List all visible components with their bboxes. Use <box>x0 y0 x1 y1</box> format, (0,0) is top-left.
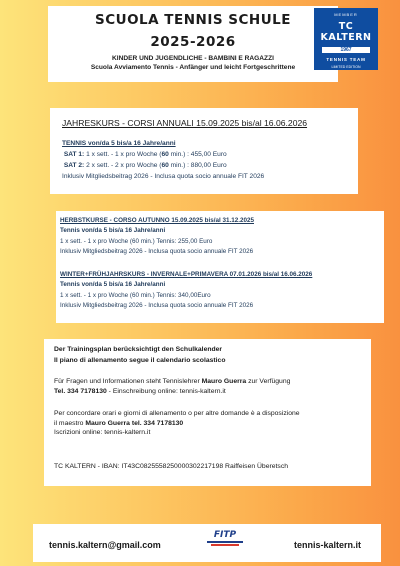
winter-age: Tennis von/da 5 bis/a 16 Jahre/anni <box>60 281 166 288</box>
contact-it-pre: il maestro <box>54 419 86 427</box>
email-link[interactable]: tennis.kaltern@gmail.com <box>49 540 161 550</box>
annual-course-card <box>50 108 358 194</box>
winter-price: 1 x sett. - 1 x pro Woche (60 min.) Tennis: 340,00Euro <box>60 292 211 299</box>
autumn-heading: HERBSTKURSE - CORSO AUTUNNO 15.09.2025 bis/al 31.12.2025 <box>60 217 254 224</box>
seasonal-courses-card <box>56 211 384 323</box>
annual-membership: Inklusiv Mitgliedsbeitrag 2026 - Inclusa quota socio annuale FIT 2026 <box>62 173 265 180</box>
contact-de-post: zur Verfügung <box>246 378 291 385</box>
logo-team-text: TENNIS TEAM <box>326 57 366 62</box>
annual-heading: JAHRESKURS - CORSI ANNUALI 15.09.2025 bis/al 16.06.2026 <box>62 118 308 128</box>
annual-sat2 <box>62 162 227 169</box>
sat2-post: min.) : 880,00 Euro <box>168 162 227 169</box>
season-year: 2025-2026 <box>150 34 236 50</box>
contact-it-reg: Iscrizioni online: tennis-kaltern.it <box>54 429 151 436</box>
contact-it-name: Mauro Guerra tel <box>85 419 140 427</box>
fitp-stripe-red <box>211 544 239 546</box>
subtitle-kids: KINDER UND JUGENDLICHE - BAMBINI E RAGAZZI <box>112 55 274 62</box>
sat2-min: 60 <box>161 162 169 169</box>
sat1-pre: 1 x sett. - 1 x pro Woche ( <box>84 151 162 158</box>
logo-year: 1967 <box>322 47 370 53</box>
autumn-age: Tennis von/da 5 bis/a 16 Jahre/anni <box>60 227 166 234</box>
sat1-min: 60 <box>161 151 169 158</box>
logo-small-text: LIMITED EDITION <box>331 65 361 69</box>
fitp-logo-text: FITP <box>213 530 237 540</box>
winter-heading: WINTER+FRÜHJAHRSKURS - INVERNALE+PRIMAVERA 07.01.2026 bis/al 16.06.2026 <box>60 271 313 278</box>
website-link[interactable]: tennis-kaltern.it <box>293 540 361 550</box>
sat1-label: SAT 1: <box>63 151 85 158</box>
plan-de: Der Trainingsplan berücksichtigt den Schulkalender <box>54 346 223 353</box>
contact-de-name: Mauro Guerra <box>201 378 247 385</box>
footer-card <box>33 524 381 562</box>
annual-sat1 <box>62 151 227 158</box>
annual-age: TENNIS von/da 5 bis/a 16 Jahre/anni <box>62 140 176 147</box>
contact-de <box>54 377 361 396</box>
sat2-pre: 2 x sett. - 2 x pro Woche ( <box>84 162 162 169</box>
autumn-membership: Inklusiv Mitgliedsbeitrag 2026 - Inclusa quota socio annuale FIT 2026 <box>60 248 254 255</box>
header-card <box>48 6 338 82</box>
tc-kaltern-logo <box>314 8 378 70</box>
plan-it: Il piano di allenamento segue il calendario scolastico <box>54 357 226 364</box>
logo-club-name: TC KALTERN <box>320 21 372 43</box>
autumn-price: 1 x sett. - 1 x pro Woche (60 min.) Tennis: 255,00 Euro <box>60 238 213 245</box>
info-card <box>44 339 371 486</box>
contact-de-reg: - Einschreibung online: tennis-kaltern.it <box>106 387 226 395</box>
iban-line: TC KALTERN - IBAN: IT43C0825558250000302217198 Raiffeisen Überetsch <box>54 463 289 470</box>
page-title: SCUOLA TENNIS SCHULE <box>94 12 291 28</box>
fitp-logo <box>203 530 247 556</box>
sat1-post: min.) : 455,00 Euro <box>168 151 227 158</box>
contact-it-line1: Per concordare orari e giorni di allenamento o per altre domande è a disposizione <box>54 410 300 417</box>
sat2-label: SAT 2: <box>63 162 85 169</box>
fitp-stripe-blue <box>207 541 243 543</box>
logo-member-text: MEMBER <box>334 12 358 17</box>
contact-it-tel: . 334 7178130 <box>139 419 184 427</box>
winter-membership: Inklusiv Mitgliedsbeitrag 2026 - Inclusa quota socio annuale FIT 2026 <box>60 302 254 309</box>
contact-it <box>54 409 361 438</box>
contact-de-pre: Für Fragen und Informationen steht Tennislehrer <box>54 378 202 385</box>
subtitle-level: Scuola Avviamento Tennis - Anfänger und leicht Fortgeschrittene <box>90 64 296 71</box>
contact-de-tel: Tel. 334 7178130 <box>54 387 107 395</box>
